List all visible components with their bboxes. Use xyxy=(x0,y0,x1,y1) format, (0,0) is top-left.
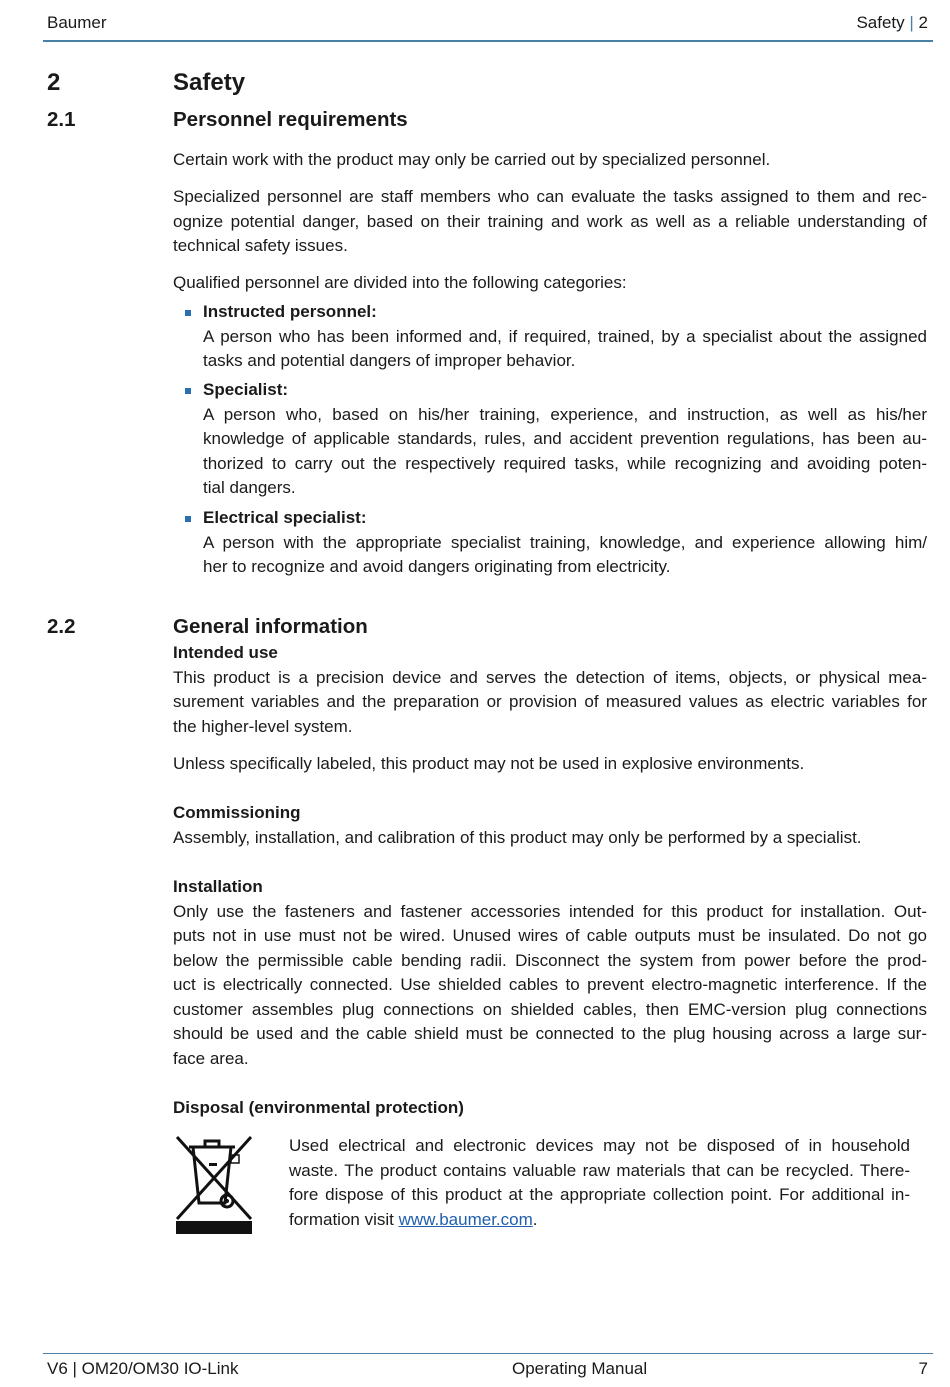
text-line: Qualified personnel are divided into the following categories: xyxy=(173,273,627,292)
text-line: below the permissible cable bending radii. Disconnect the system from power before the prod- xyxy=(173,950,927,970)
text-segment: formation visit xyxy=(289,1209,399,1229)
text-line: Specialized personnel are staff members who can evaluate the tasks assigned to them and rec- xyxy=(173,187,927,206)
list-item-term: Electrical specialist: xyxy=(203,508,367,527)
text-line: Unless specifically labeled, this product may not be used in explosive environments. xyxy=(173,754,805,773)
subheading: Disposal (environmental protection) xyxy=(173,1098,464,1117)
paragraph xyxy=(173,148,927,173)
footer-page-number: 7 xyxy=(918,1359,928,1378)
text-line: A person who has been informed and, if required, trained, by a specialist about the assigned xyxy=(203,326,927,346)
paragraph xyxy=(173,185,927,259)
section-number: 2 xyxy=(47,69,61,96)
text-line: technical safety issues. xyxy=(173,236,348,255)
text-line: tasks and potential dangers of improper behavior. xyxy=(203,351,576,370)
list-item xyxy=(203,300,927,374)
text-line xyxy=(289,1208,910,1233)
installation-block xyxy=(173,875,927,1071)
text-line: A person who, based on his/her training, experience, and instruction, as well as his/her xyxy=(203,404,927,424)
text-line: surement variables and the preparation or provision of measured values as electric variables for xyxy=(173,692,927,711)
text-line: Certain work with the product may only be carried out by specialized personnel. xyxy=(173,150,771,169)
text-line: puts not in use must not be wired. Unused wires of cable outputs must be insulated. Do not go xyxy=(173,926,927,945)
intended-use-block xyxy=(173,641,927,739)
text-line: tial dangers. xyxy=(203,478,296,497)
text-line: thorized to carry out the respectively required tasks, while recognizing and avoiding poten- xyxy=(203,453,927,473)
subheading: Commissioning xyxy=(173,803,301,822)
header-section-title: Safety xyxy=(856,13,905,32)
header-section xyxy=(856,13,928,33)
subheading: Intended use xyxy=(173,643,278,662)
weee-crossed-bin-icon xyxy=(175,1135,253,1235)
bullet-icon xyxy=(185,516,191,522)
subheading: Installation xyxy=(173,877,263,896)
header-section-number: 2 xyxy=(918,13,928,32)
paragraph xyxy=(173,752,927,777)
text-line: uct is electrically connected. Use shielded cables to prevent electro-magnetic interference. If the xyxy=(173,975,927,994)
text-line: customer assembles plug connections on shielded cables, then EMC-version plug connections xyxy=(173,999,927,1019)
subsection-number: 2.1 xyxy=(47,108,76,131)
bullet-icon xyxy=(185,310,191,316)
header-separator: | xyxy=(909,13,914,32)
commissioning-block xyxy=(173,801,927,850)
disposal-heading-block xyxy=(173,1096,927,1121)
footer-rule xyxy=(43,1353,933,1354)
footer-document-id: V6 | OM20/OM30 IO-Link xyxy=(47,1359,239,1378)
text-line: waste. The product contains valuable raw materials that can be recycled. There- xyxy=(289,1160,910,1180)
baumer-website-link[interactable]: www.baumer.com xyxy=(398,1209,533,1229)
text-line: should be used and the cable shield must be connected to the plug housing across a large sur- xyxy=(173,1024,927,1043)
header-brand: Baumer xyxy=(47,13,107,32)
text-segment: . xyxy=(532,1209,538,1229)
section-title: Safety xyxy=(173,69,246,96)
subsection-title: General information xyxy=(173,615,368,638)
list-item xyxy=(203,378,927,501)
list-item-term: Specialist: xyxy=(203,380,289,399)
text-line: Used electrical and electronic devices may not be disposed of in household xyxy=(289,1136,910,1155)
text-line: face area. xyxy=(173,1048,249,1068)
text-line: A person with the appropriate specialist training, knowledge, and experience allowing him/ xyxy=(203,532,927,552)
list-item-term: Instructed personnel: xyxy=(203,302,377,321)
text-line: her to recognize and avoid dangers originating from electricity. xyxy=(203,557,671,576)
text-line: This product is a precision device and serves the detection of items, objects, or physical mea- xyxy=(173,667,927,687)
text-line: knowledge of applicable standards, rules, and accident prevention regulations, has been au- xyxy=(203,429,927,448)
subsection-number: 2.2 xyxy=(47,615,76,638)
disposal-text xyxy=(289,1134,910,1232)
paragraph xyxy=(173,271,927,296)
header-rule xyxy=(43,40,933,42)
text-line: Assembly, installation, and calibration of this product may only be performed by a specialist. xyxy=(173,827,862,847)
text-line: the higher-level system. xyxy=(173,716,353,736)
text-line: ognize potential danger, based on their training and work as well as a reliable understanding of xyxy=(173,211,927,231)
text-line: Only use the fasteners and fastener accessories intended for this product for installation. Out- xyxy=(173,901,927,921)
bullet-icon xyxy=(185,388,191,394)
text-line: fore dispose of this product at the appropriate collection point. For additional in- xyxy=(289,1185,910,1204)
list-item xyxy=(203,506,927,580)
footer-document-type: Operating Manual xyxy=(512,1359,648,1378)
subsection-title: Personnel requirements xyxy=(173,108,408,131)
